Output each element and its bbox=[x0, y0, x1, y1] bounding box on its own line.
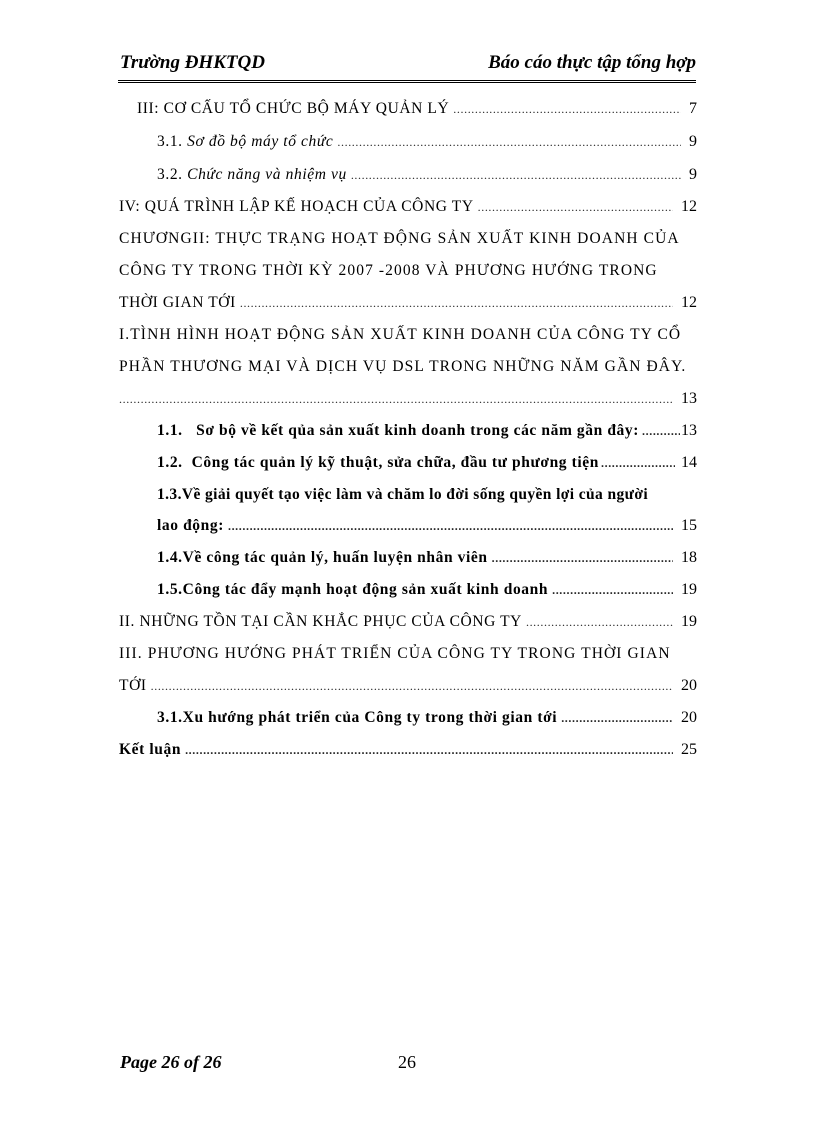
toc-entry-title: II. NHỮNG TỒN TẠI CẦN KHẮC PHỤC CỦA CÔNG TY bbox=[119, 613, 522, 630]
toc-entry-1-1[interactable] bbox=[157, 422, 697, 448]
toc-entry-text: Công tác quản lý kỹ thuật, sửa chữa, đầu tư phương tiện bbox=[191, 454, 599, 471]
toc-entry-text: Sơ bộ về kết qủa sản xuất kinh doanh trong các năm gần đây: bbox=[196, 422, 640, 439]
dot-leader bbox=[228, 519, 673, 534]
toc-entry-3-1[interactable] bbox=[157, 133, 697, 159]
toc-entry-title bbox=[157, 166, 347, 184]
toc-entry-number: 1.1. bbox=[157, 422, 183, 439]
toc-entry-title bbox=[157, 133, 333, 151]
toc-entry-page: 20 bbox=[681, 677, 697, 694]
toc-entry-title: III: CƠ CẤU TỔ CHỨC BỘ MÁY QUẢN LÝ bbox=[137, 100, 450, 117]
toc-chapter-2-line-1[interactable]: CHƯƠNGII: THỰC TRẠNG HOẠT ĐỘNG SẢN XUẤT KINH DOANH CỦA bbox=[119, 230, 680, 247]
toc-entry-number: 3.1. bbox=[157, 133, 183, 150]
toc-chapter-2-line-2[interactable]: CÔNG TY TRONG THỜI KỲ 2007 -2008 VÀ PHƯƠNG HƯỚNG TRONG bbox=[119, 262, 658, 279]
toc-entry-page: 25 bbox=[681, 741, 697, 758]
dot-leader bbox=[552, 583, 673, 598]
toc-entry-page: 12 bbox=[681, 294, 697, 311]
page-header bbox=[118, 50, 696, 83]
toc-entry-3-1-trend[interactable] bbox=[157, 709, 697, 735]
toc-section-iii-line-1[interactable]: III. PHƯƠNG HƯỚNG PHÁT TRIỂN CỦA CÔNG TY TRONG THỜI GIAN bbox=[119, 645, 671, 662]
toc-entry-page: 19 bbox=[681, 581, 697, 598]
toc-entry-1-3-line-1[interactable]: 1.3.Về giải quyết tạo việc làm và chăm lo đời sống quyền lợi của người bbox=[157, 486, 649, 503]
toc-entry-page: 20 bbox=[681, 709, 697, 726]
toc-entry-title: THỜI GIAN TỚI bbox=[119, 294, 236, 311]
toc-entry-page: 9 bbox=[689, 166, 697, 183]
toc-entry-1-5[interactable] bbox=[157, 581, 697, 607]
toc-entry-page: 14 bbox=[681, 454, 697, 471]
dot-leader bbox=[240, 296, 673, 311]
toc-entry-number: 3.2. bbox=[157, 166, 183, 183]
toc-entry-title: Kết luận bbox=[119, 741, 182, 758]
toc-entry-1-4[interactable] bbox=[157, 549, 697, 575]
dot-leader bbox=[337, 135, 681, 150]
footer-page-count: Page 26 of 26 bbox=[120, 1052, 222, 1072]
dot-leader bbox=[119, 392, 673, 407]
header-report-title: Báo cáo thực tập tổng hợp bbox=[488, 52, 696, 73]
toc-entry-title bbox=[157, 454, 599, 472]
toc-entry-text: Chức năng và nhiệm vụ bbox=[187, 166, 347, 183]
toc-entry-iv[interactable] bbox=[119, 198, 697, 224]
dot-leader bbox=[492, 551, 673, 566]
dot-leader bbox=[478, 200, 673, 215]
header-school: Trường ĐHKTQD bbox=[120, 52, 265, 73]
toc-entry-page: 13 bbox=[681, 390, 697, 407]
toc-section-i-line-2[interactable]: PHẦN THƯƠNG MẠI VÀ DỊCH VỤ DSL TRONG NHỮNG NĂM GẦN ĐÂY. bbox=[119, 358, 687, 375]
toc-entry-page: 7 bbox=[689, 100, 697, 117]
toc-entry-title: 1.5.Công tác đẩy mạnh hoạt động sản xuất kinh doanh bbox=[157, 581, 549, 598]
toc-entry-conclusion[interactable] bbox=[119, 741, 697, 767]
toc-entry-page: 18 bbox=[681, 549, 697, 566]
footer-page-number: 26 bbox=[398, 1052, 416, 1072]
toc-entry-3-2[interactable] bbox=[157, 166, 697, 192]
toc-entry-number: 1.2. bbox=[157, 454, 183, 471]
toc-entry-1-2[interactable] bbox=[157, 454, 697, 480]
dot-leader bbox=[351, 168, 681, 183]
toc-entry-page: 9 bbox=[689, 133, 697, 150]
toc-entry-chapter-2[interactable] bbox=[119, 294, 697, 320]
toc-entry-title: IV: QUÁ TRÌNH LẬP KẾ HOẠCH CỦA CÔNG TY bbox=[119, 198, 474, 215]
toc-entry-page: 13 bbox=[681, 422, 697, 439]
toc-entry-title: 3.1.Xu hướng phát triển của Công ty trong thời gian tới bbox=[157, 709, 558, 726]
dot-leader bbox=[561, 711, 673, 726]
dot-leader bbox=[526, 615, 673, 630]
dot-leader bbox=[151, 679, 673, 694]
toc-entry-section-iii[interactable] bbox=[119, 677, 697, 703]
toc-entry-iii[interactable] bbox=[137, 100, 697, 126]
toc-section-i-line-1[interactable]: I.TÌNH HÌNH HOẠT ĐỘNG SẢN XUẤT KINH DOANH CỦA CÔNG TY CỔ bbox=[119, 326, 682, 343]
toc-entry-text: Sơ đồ bộ máy tổ chức bbox=[187, 133, 334, 150]
toc-entry-title: TỚI bbox=[119, 677, 147, 694]
toc-entry-page: 15 bbox=[681, 517, 697, 534]
dot-leader bbox=[453, 102, 681, 117]
toc-entry-page: 12 bbox=[681, 198, 697, 215]
toc-entry-page: 19 bbox=[681, 613, 697, 630]
toc-entry-title bbox=[157, 422, 639, 440]
toc-entry-ii[interactable] bbox=[119, 613, 697, 639]
dot-leader bbox=[185, 743, 673, 758]
dot-leader bbox=[601, 456, 675, 471]
toc-entry-1-3[interactable] bbox=[157, 517, 697, 543]
toc-entry-title: 1.4.Về công tác quản lý, huấn luyện nhân viên bbox=[157, 549, 488, 566]
dot-leader bbox=[642, 424, 680, 439]
toc-entry-title: lao động: bbox=[157, 517, 224, 534]
toc-entry-section-i[interactable] bbox=[119, 390, 697, 416]
